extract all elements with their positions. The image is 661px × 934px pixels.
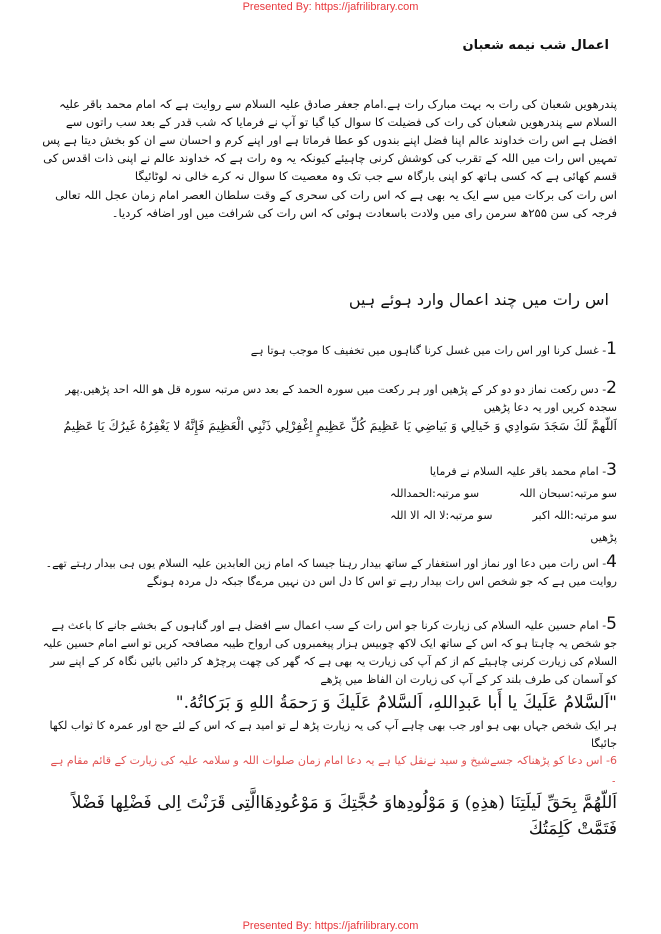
tasbih-alhamdulillah: سو مرتبہ:الحمداللہ bbox=[390, 487, 480, 500]
item-5-text: - امام حسین علیہ السلام کی زیارت کرنا جو اس رات کے سب اعمال سے افضل ہے اور گناہوں کے بخشے جانے کا باعث ہے جو شخص یہ چاہتا ہو کہ اس کے ساتھ ایک لاکھ چوبیس ہزار پیغمبروں کی ارواح طیبہ مصافحہ کریں تو اسے امام حسین علیہ السلام کی زیارت کرنی چاہیئے کم از کم آپ کی زیارت یہ بھی ہے کہ گھر کی چھت پرچڑھ کر دائیں بائیں نگاہ کر کے اپنے سر کو آسمان کی طرف بلند کر کے آپ کی زیارت ان الفاظ میں پڑھے bbox=[42, 619, 617, 686]
item-1-text: - غسل کرنا اور اس رات میں غسل کرنا گناہوں میں تخفیف کا موجب ہوتا ہے bbox=[250, 344, 607, 357]
item-4-number: 4 bbox=[606, 552, 617, 572]
item-3-number: 3 bbox=[606, 460, 617, 480]
item-2-number: 2 bbox=[606, 378, 617, 398]
item-4 bbox=[42, 553, 617, 591]
item-2-dua: اَللّهمَّ لَكَ سَجَدَ سَوادِي وَ خَيالِي وَ بَياضِي يَا عَظِيمَ كُلِّ عَظِيمٍ اِغْفِرْلِي ذَنْبِي الْعَظِيمَ فَإِنَّهُ لا يَغْفِرُهُ غَيرُكَ يَا عَظِيمُ bbox=[63, 418, 617, 433]
tasbih-subhanallah: سو مرتبہ:سبحان اللہ bbox=[519, 487, 617, 500]
item-5-ziyarat: "اَلسَّلامُ عَلَيكَ يا أَبا عَبدِاللهِ، اَلسَّلامُ عَلَيكَ وَ رَحمَةُ اللهِ وَ بَرَكاتُهُ." bbox=[175, 693, 617, 713]
tasbih-la-ilaha-illallah: سو مرتبہ:لا الہ الا اللہ bbox=[390, 509, 493, 522]
item-3-end: پڑھیں bbox=[590, 531, 617, 544]
item-3 bbox=[42, 461, 617, 547]
tasbih-allahuakbar: سو مرتبہ:اللہ اکبر bbox=[532, 509, 617, 522]
item-1-number: 1 bbox=[606, 339, 617, 359]
section-heading: اس رات میں چند اعمال وارد ہوئے ہیں bbox=[348, 290, 609, 309]
item-5 bbox=[42, 615, 617, 753]
intro-paragraph-1: پندرھویں شعبان کی رات بہ بہت مبارک رات ہے.امام جعفر صادق علیہ السلام سے روایت ہے کہ امام محمد باقر علیہ السلام سے پندرھویں شعبان کی رات کی فضیلت کا سوال کیا گیا تو آپ نے فرمایا کہ شب قدر کے بعد سب راتوں سے افضل ہے اس رات خداوند عالم اپنا فضل اپنے بندوں کو عطا فرماتا ہے اور اپنے کرم و احسان سے ان کو بخش دیتا ہے پس تمہیں اس رات میں اللہ کے تقرب کی کوشش کرنی چاہیئے کیونکہ یہ وہ رات ہے کہ خداوند عالم نے اپنی ذات اقدس کی قسم کھائی ہے کہ کسی ہاتھ کو اپنی بارگاہ سے جب تک وہ معصیت کا سوال نہ کرے خالی نہ لوٹائیگا bbox=[42, 97, 617, 183]
item-4-text: - اس رات میں دعا اور نماز اور استغفار کے ساتھ بیدار رہنا جیسا کہ امام زین العابدین علیہ السلام یوں ہی بیدار رہتے تھے۔روایت میں ہے کہ جو شخص اس رات بیدار رہے تو اس کا دل اس دن نہیں مرےگا جبکہ دل مردہ ہونگے bbox=[45, 557, 617, 588]
footer-presented-by[interactable]: Presented By: https://jafrilibrary.com bbox=[242, 920, 419, 932]
item-6: 6- اس دعا کو پڑھناکہ جسےشیخ و سید نےنقل کیا ہے یہ دعا امام زمان صلوات اللہ و سلامہ علیہ کی زیارت کے قائم مقام ہے ۔ bbox=[50, 754, 617, 785]
intro-paragraph-2: اس رات کی برکات میں سے ایک یہ بھی ہے کہ اس رات کی سحری کے وقت سلطان العصر امام زمان عجل اللہ تعالی فرجہ کی سن ۲۵۵ھ سرمن رای میں ولادت باسعادت ہوئی کہ اس رات کی شرافت میں اور اضافہ کردیا۔ bbox=[55, 188, 617, 220]
header-presented-by[interactable]: Presented By: https://jafrilibrary.com bbox=[242, 1, 419, 13]
item-1 bbox=[42, 340, 617, 360]
item-5-after: ہر ایک شخص جہاں بھی ہو اور جب بھی چاہے آپ کی یہ زیارت پڑھ لے تو امید ہے کہ اس کے لئے حج اور عمرہ کا ثواب لکھا جائیگا bbox=[49, 719, 617, 750]
page-title: اعمال شب نیمه شعبان bbox=[462, 38, 609, 53]
item-5-number: 5 bbox=[606, 614, 617, 634]
item-2 bbox=[42, 379, 617, 435]
item-3-text: - امام محمد باقر علیہ السلام نے فرمایا bbox=[429, 465, 607, 478]
item-6-dua: اَللّهُمَّ بِحَقِّ لَيلَتِنَا (هذِهِ) وَ مَوْلُودِهاوَ حُجَّتِكَ وَ مَوْعُودِهَاالَّتِى قَرَنْتَ اِلى فَضْلِها فَضْلاً فَتَمَّتْ كَلِمَتُكَ bbox=[71, 793, 617, 839]
item-2-text: - دس رکعت نماز دو دو کر کے پڑھیں اور ہر رکعت میں سورہ الحمد کے بعد دس مرتبہ سورہ قل ھو اللہ احد پڑھیں.پھر سجدہ کریں اور یہ دعا پڑھیں bbox=[65, 383, 617, 414]
